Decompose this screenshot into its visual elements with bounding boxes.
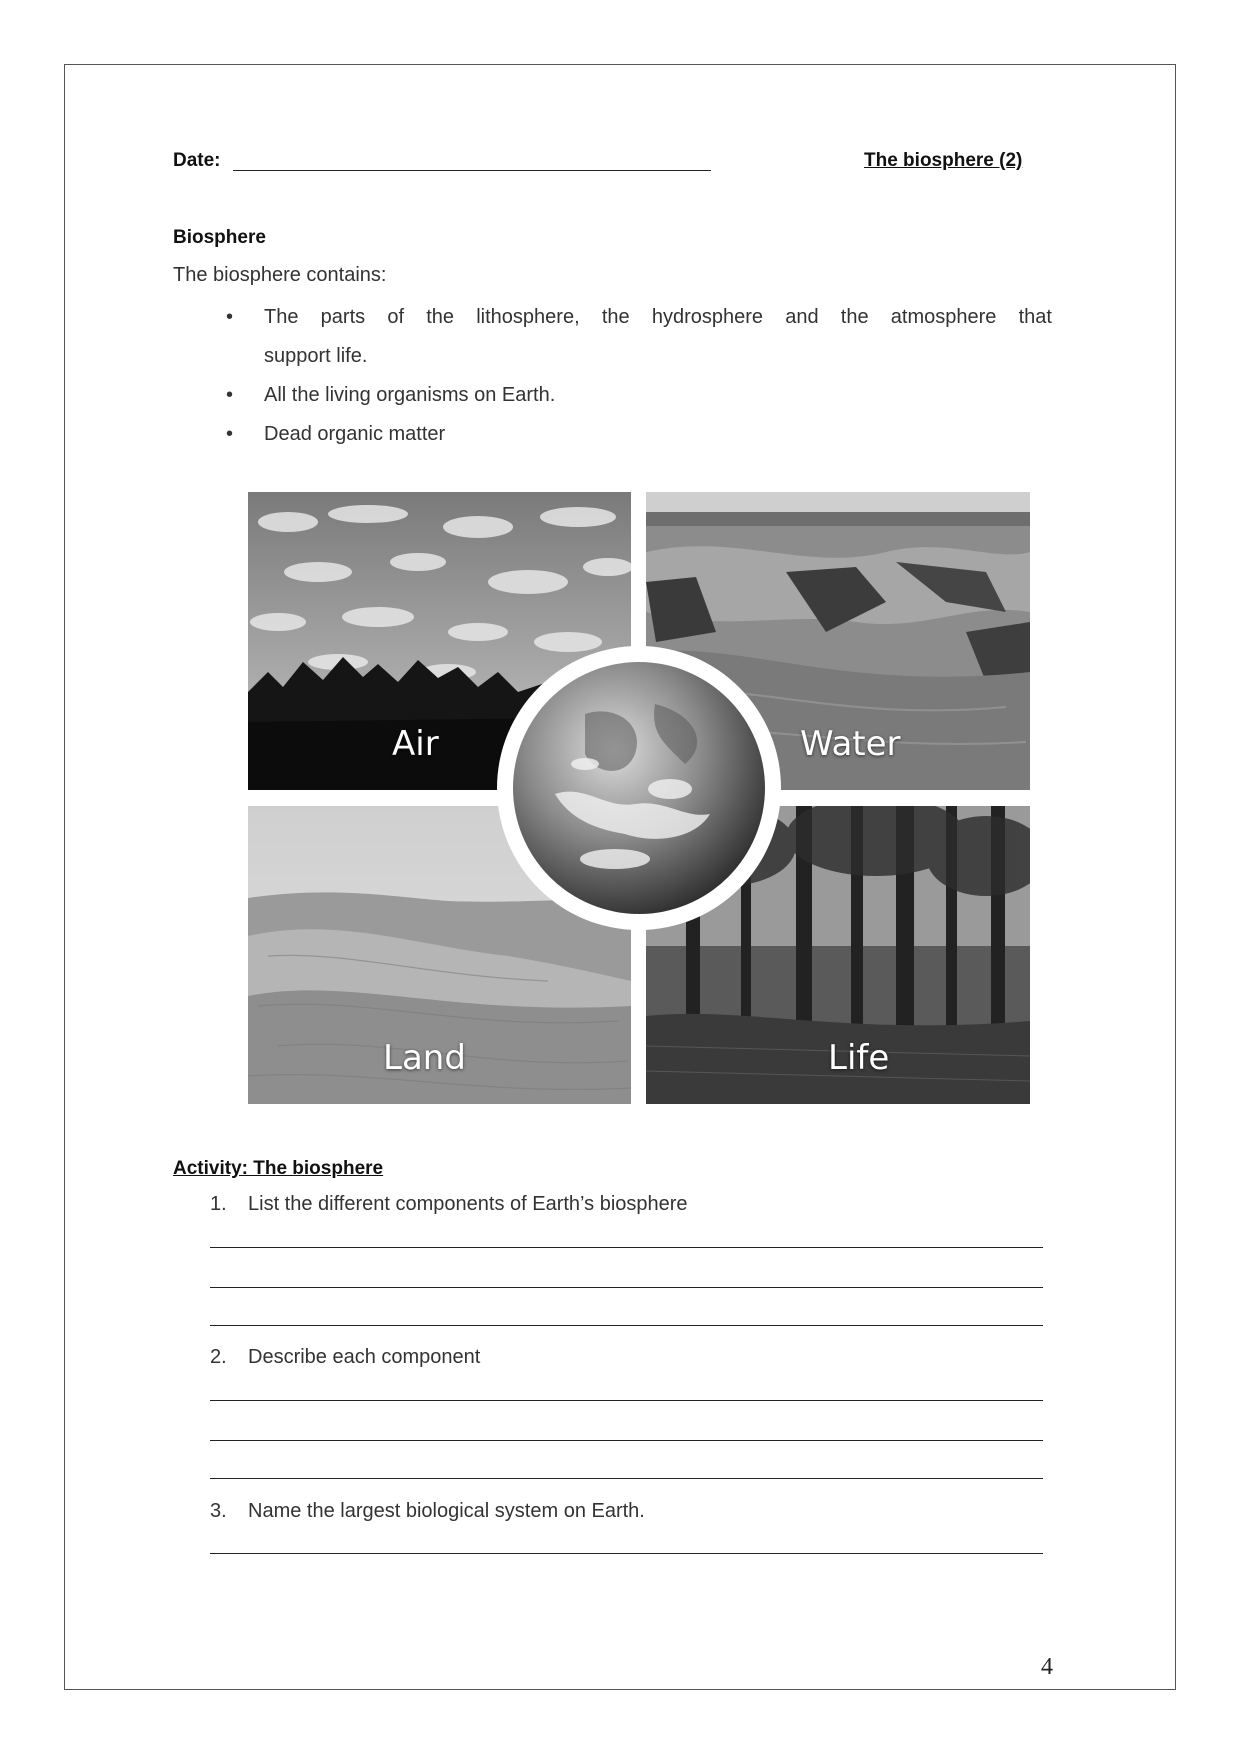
land-label: Land (383, 1038, 466, 1078)
question-number: 1. (210, 1193, 227, 1215)
page-title: The biosphere (2) (864, 150, 1023, 171)
water-label: Water (800, 724, 901, 764)
question-3 (210, 1500, 645, 1523)
question-text: List the different components of Earth’s biosphere (248, 1193, 688, 1215)
date-blank-line[interactable] (233, 170, 711, 171)
air-label: Air (392, 724, 439, 764)
intro-text: The biosphere contains: (173, 264, 387, 286)
earth-globe-icon (495, 644, 783, 932)
bullet-dot-icon: • (226, 306, 234, 328)
question-text: Name the largest biological system on Earth. (248, 1500, 645, 1522)
answer-line[interactable] (210, 1287, 1043, 1288)
answer-line[interactable] (210, 1478, 1043, 1479)
question-text: Describe each component (248, 1346, 481, 1368)
question-1 (210, 1193, 688, 1216)
bullet-dot-icon: • (226, 423, 234, 445)
question-number: 3. (210, 1500, 227, 1522)
answer-line[interactable] (210, 1553, 1043, 1554)
bullet-text-continued: support life. (264, 345, 368, 367)
answer-line[interactable] (210, 1440, 1043, 1441)
question-number: 2. (210, 1346, 227, 1368)
answer-line[interactable] (210, 1247, 1043, 1248)
answer-line[interactable] (210, 1325, 1043, 1326)
biosphere-collage (248, 492, 1030, 1104)
bullet-text: All the living organisms on Earth. (264, 384, 556, 406)
page-number: 4 (1041, 1654, 1053, 1680)
life-label: Life (828, 1038, 890, 1078)
bullet-text: Dead organic matter (264, 423, 446, 445)
question-2 (210, 1346, 480, 1369)
bullet-text: The parts of the lithosphere, the hydrosphere and the atmosphere that (264, 306, 1052, 328)
activity-heading: Activity: The biosphere (173, 1158, 384, 1179)
bullet-list (222, 298, 1052, 454)
bullet-item (222, 376, 1052, 415)
bullet-dot-icon: • (226, 384, 234, 406)
date-label: Date: (173, 150, 221, 171)
bullet-item (222, 298, 1052, 337)
answer-line[interactable] (210, 1400, 1043, 1401)
section-heading: Biosphere (173, 227, 266, 248)
bullet-item (222, 415, 1052, 454)
